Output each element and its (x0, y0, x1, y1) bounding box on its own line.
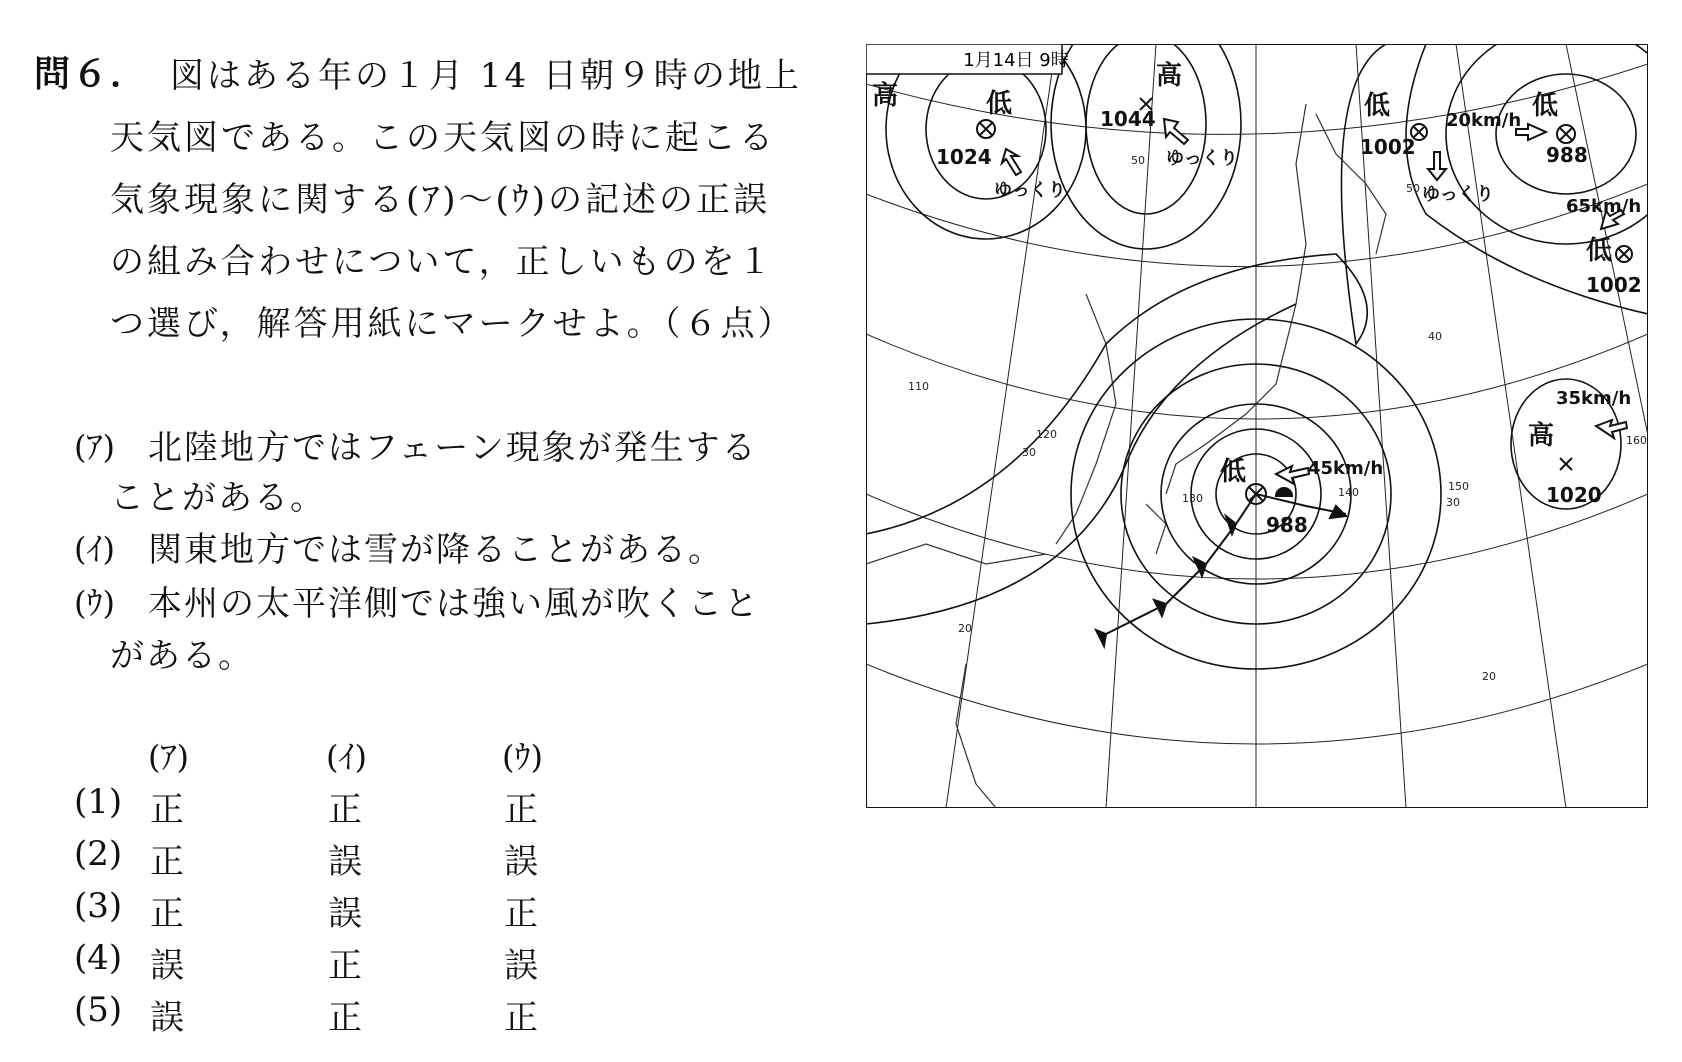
system-label-motion: 45km/h (1308, 458, 1384, 479)
answer-number: (1) (74, 782, 123, 822)
system-label-type: 低 (1364, 91, 1391, 121)
answer-number: (2) (74, 834, 123, 874)
statement-c-mark: (ｳ) (74, 584, 115, 622)
grid-label: 160 (1626, 434, 1647, 447)
system-label-value: 988 (1546, 143, 1588, 167)
answer-cell-b: 正 (328, 998, 362, 1038)
answer-number: (5) (74, 990, 123, 1030)
answer-cell-a: 正 (150, 790, 184, 830)
statement-c-line-2: がある。 (110, 636, 254, 676)
grid-label: 50 (1131, 154, 1145, 167)
date-label: 1月14日 9時 (963, 50, 1069, 71)
grid-label: 40 (1428, 330, 1442, 343)
system-label-type: 低 (1220, 457, 1247, 487)
grid-label: 120 (1036, 428, 1057, 441)
system-label-motion: 65km/h (1566, 196, 1642, 217)
answer-cell-a: 誤 (150, 946, 184, 986)
system-label-value: 1044 (1100, 107, 1156, 131)
system-label-type: 高 (1528, 421, 1555, 451)
grid-label: 20 (958, 622, 972, 635)
answer-cell-a: 誤 (150, 998, 184, 1038)
system-label-value: 1020 (1546, 483, 1602, 507)
statement-b-line-1: 関東地方では雪が降ることがある。 (148, 530, 724, 570)
system-label-value: 1002 (1586, 273, 1642, 297)
answer-cell-c: 正 (504, 790, 538, 830)
answer-number: (3) (74, 886, 123, 926)
question-line-4: の組み合わせについて，正しいものを１ (110, 242, 775, 282)
answer-cell-b: 誤 (328, 894, 362, 934)
answer-cell-c: 誤 (504, 946, 538, 986)
statement-c-line-1: 本州の太平洋側では強い風が吹くこと (148, 584, 760, 624)
question-number: 問６． (34, 54, 149, 95)
system-label-motion: ゆっくり (994, 180, 1066, 201)
answer-cell-b: 正 (328, 946, 362, 986)
question-line-1: 図はある年の１月 14 日朝９時の地上 (170, 56, 802, 96)
statement-a-line-1: 北陸地方ではフェーン現象が発生する (148, 428, 758, 468)
answer-number: (4) (74, 938, 123, 978)
system-label-motion: 20km/h (1446, 110, 1522, 131)
question-line-3: 気象現象に関する(ｱ)～(ｳ)の記述の正誤 (110, 180, 771, 220)
system-label-type: 高 (872, 81, 899, 111)
statement-a-line-2: ことがある。 (110, 478, 326, 518)
grid-label: 130 (1182, 492, 1203, 505)
grid-label: 50 (1406, 182, 1420, 195)
system-label-motion: ゆっくり (1166, 148, 1238, 169)
grid-label: 150 (1448, 480, 1469, 493)
grid-label: 20 (1482, 670, 1496, 683)
system-label-motion: 35km/h (1556, 388, 1632, 409)
answer-cell-b: 誤 (328, 842, 362, 882)
system-label-type: 低 (986, 89, 1013, 119)
table-header-a: (ｱ) (148, 738, 189, 776)
system-label-motion: ゆっくり (1422, 184, 1494, 205)
system-label-type: 低 (1532, 91, 1559, 121)
grid-label: 30 (1022, 446, 1036, 459)
statement-a-mark: (ｱ) (74, 428, 115, 466)
table-header-b: (ｲ) (326, 738, 367, 776)
table-header-c: (ｳ) (502, 738, 543, 776)
answer-cell-a: 正 (150, 842, 184, 882)
answer-cell-c: 正 (504, 894, 538, 934)
answer-cell-c: 正 (504, 998, 538, 1038)
statement-b-mark: (ｲ) (74, 530, 115, 568)
answer-cell-a: 正 (150, 894, 184, 934)
grid-label: 30 (1446, 496, 1460, 509)
system-label-type: 低 (1586, 236, 1613, 266)
question-line-5: つ選び，解答用紙にマークせよ。（６点） (110, 304, 795, 344)
grid-label: 110 (908, 380, 929, 393)
system-label-value: 1024 (936, 145, 992, 169)
answer-cell-c: 誤 (504, 842, 538, 882)
weather-map (866, 44, 1648, 808)
system-label-value: 1002 (1360, 135, 1416, 159)
system-label-type: 高 (1156, 61, 1183, 91)
answer-cell-b: 正 (328, 790, 362, 830)
grid-label: 140 (1338, 486, 1359, 499)
question-line-2: 天気図である。この天気図の時に起こる (110, 118, 776, 158)
system-label-value: 988 (1266, 513, 1308, 537)
